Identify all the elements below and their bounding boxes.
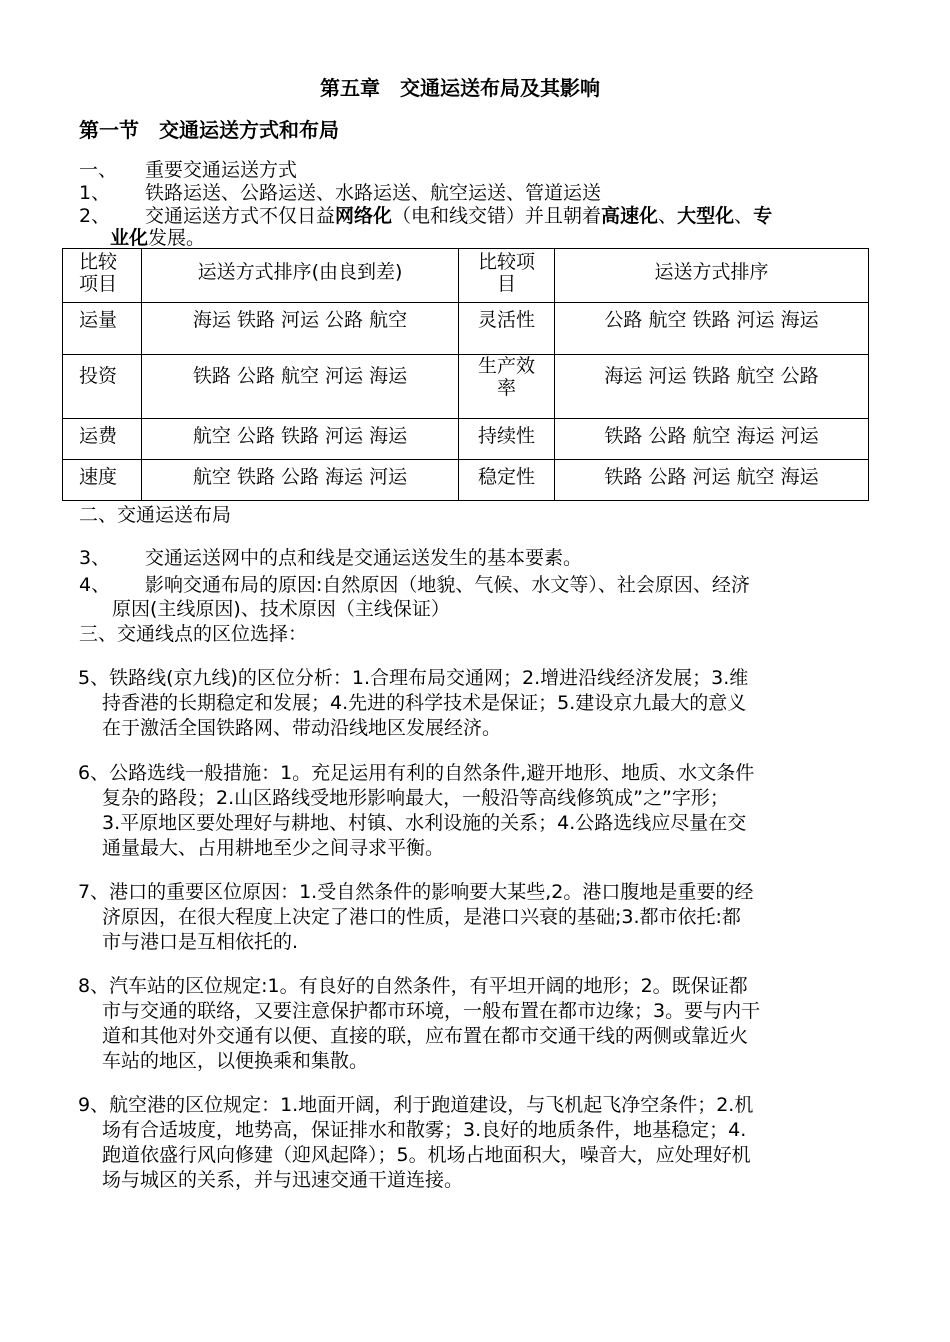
paragraph-5-line3: 在于激活全国铁路网、带动沿线地区发展经济。 [102,717,502,739]
item-2-bold-spec-end: 业化 [110,227,149,249]
item-3-text: 交通运送网中的点和线是交通运送发生的基本要素。 [145,547,583,569]
paragraph-7-line3: 市与港口是互相依托的. [102,931,299,953]
table-row [63,355,869,419]
paragraph-9-line3: 跑道依盛行风向修建（迎风起降）；5。机场占地面积大，噪音大，应处理好机 [102,1144,751,1166]
table-row [63,419,869,460]
paragraph-6-line3: 3.平原地区要处理好与耕地、村镇、水利设施的关系；4.公路选线应尽量在交 [102,812,747,834]
paragraph-6-line2: 复杂的路段；2.山区路线受地形影响最大，一般沿等高线修筑成”之”字形； [102,787,729,809]
row-order: 航空 铁路 公路 海运 河运 [142,460,459,501]
paragraph-7-line1: 7、港口的重要区位原因：1.受自然条件的影响要大某些,2。港口腹地是重要的经 [78,881,754,903]
part3-heading: 三、交通线点的区位选择： [79,623,308,645]
paragraph-6-line1: 6、公路选线一般措施：1。充足运用有利的自然条件,避开地形、地质、水文条件 [78,762,755,784]
item-2-line1 [79,204,772,228]
row-label-2-line2: 率 [496,377,516,399]
paragraph-8 [78,974,878,1074]
item-2-text-a: 交通运送方式不仅日益 [145,205,336,227]
part1-title: 重要交通运送方式 [145,159,298,181]
row-label-2-line1: 稳定性 [477,466,535,488]
item-2-text-end: 发展。 [148,227,206,249]
row-label-2 [459,419,555,460]
item-4-number: 4、 [79,574,111,596]
paragraph-5-line1: 5、铁路线(京九线)的区位分析：1.合理布局交通网；2.增进沿线经济发展；3.维 [78,667,749,689]
row-order: 航空 公路 铁路 河运 海运 [142,419,459,460]
paragraph-9-line4: 场与城区的关系，并与迅速交通干道连接。 [102,1169,464,1191]
header-c3-line2: 目 [496,273,516,295]
item-4-line1 [79,573,750,597]
item-3 [79,546,582,570]
header-c3-line1: 比较项 [477,251,535,273]
paragraph-7 [78,880,878,955]
item-2-text-b: （电和线交错）并且朝着 [392,205,602,227]
header-c1-line1: 比较 [79,251,118,273]
row-label-2 [459,303,555,355]
paragraph-5 [78,666,878,741]
row-label-2 [459,460,555,501]
item-1-number: 1、 [79,182,111,204]
paragraph-8-line2: 市与交通的联络，又要注意保护都市环境，一般布置在都市边缘；3。要与内干 [102,1000,761,1022]
section-title: 第一节 交通运送方式和布局 [79,118,339,142]
row-label: 速度 [63,460,142,501]
table-row [63,460,869,501]
item-2-bold-network: 网络化 [335,205,393,227]
paragraph-8-line3: 道和其他对外交通有以便、直接的联，应布置在都市交通干线的两侧或靠近火 [102,1025,749,1047]
item-2-bold-speed: 高速化 [601,205,659,227]
paragraph-9 [78,1093,878,1193]
row-order-2: 公路 航空 铁路 河运 海运 [555,303,869,355]
row-order-2: 铁路 公路 河运 航空 海运 [555,460,869,501]
item-2-sep-c: 、 [734,205,754,227]
item-2-number: 2、 [79,205,111,227]
row-order: 铁路 公路 航空 河运 海运 [142,355,459,419]
item-2-bold-large: 大型化 [677,205,735,227]
transport-comparison-table [62,248,869,501]
row-order: 海运 铁路 河运 公路 航空 [142,303,459,355]
part1-heading [79,158,297,182]
part2-heading: 二、交通运送布局 [79,504,232,526]
paragraph-8-line1: 8、汽车站的区位规定:1。有良好的自然条件，有平坦开阔的地形；2。既保证都 [78,975,748,997]
part1-number: 一、 [79,159,118,181]
item-1 [79,181,601,205]
table-row [63,303,869,355]
row-label-2 [459,355,555,419]
paragraph-5-line2: 持香港的长期稳定和发展；4.先进的科学技术是保证；5.建设京九最大的意义 [102,692,747,714]
paragraph-9-line2: 场有合适坡度，地势高，保证排水和散雾；3.良好的地质条件，地基稳定；4. [102,1119,747,1141]
table-header-row [63,249,869,303]
chapter-title: 第五章 交通运送布局及其影响 [320,76,600,100]
paragraph-6 [78,761,878,861]
row-order-2: 铁路 公路 航空 海运 河运 [555,419,869,460]
item-2-bold-spec-start: 专 [753,205,773,227]
item-3-number: 3、 [79,547,111,569]
paragraph-7-line2: 济原因，在很大程度上决定了港口的性质，是港口兴衰的基础;3.都市依托:都 [102,906,741,928]
row-label: 投资 [63,355,142,419]
header-compare-item [63,249,142,303]
header-compare-item-2 [459,249,555,303]
header-order-2: 运送方式排序 [555,249,869,303]
header-c1-line2: 项目 [79,273,118,295]
row-label: 运费 [63,419,142,460]
paragraph-6-line4: 通量最大、占用耕地至少之间寻求平衡。 [102,837,445,859]
paragraph-8-line4: 车站的地区，以便换乘和集散。 [102,1050,369,1072]
row-label-2-line1: 生产效 [477,355,535,377]
row-label-2-line1: 持续性 [477,425,535,447]
header-order: 运送方式排序(由良到差) [142,249,459,303]
item-1-text: 铁路运送、公路运送、水路运送、航空运送、管道运送 [145,182,602,204]
item-4-line2: 原因(主线原因)、技术原因（主线保证） [112,598,450,620]
item-2-sep-b: 、 [658,205,678,227]
item-2-line2 [110,226,205,250]
paragraph-9-line1: 9、航空港的区位规定：1.地面开阔，利于跑道建设，与飞机起飞净空条件；2.机 [78,1094,754,1116]
row-label: 运量 [63,303,142,355]
row-order-2: 海运 河运 铁路 航空 公路 [555,355,869,419]
row-label-2-line1: 灵活性 [477,309,535,331]
item-4-text-1: 影响交通布局的原因:自然原因（地貌、气候、水文等）、社会原因、经济 [145,574,750,596]
